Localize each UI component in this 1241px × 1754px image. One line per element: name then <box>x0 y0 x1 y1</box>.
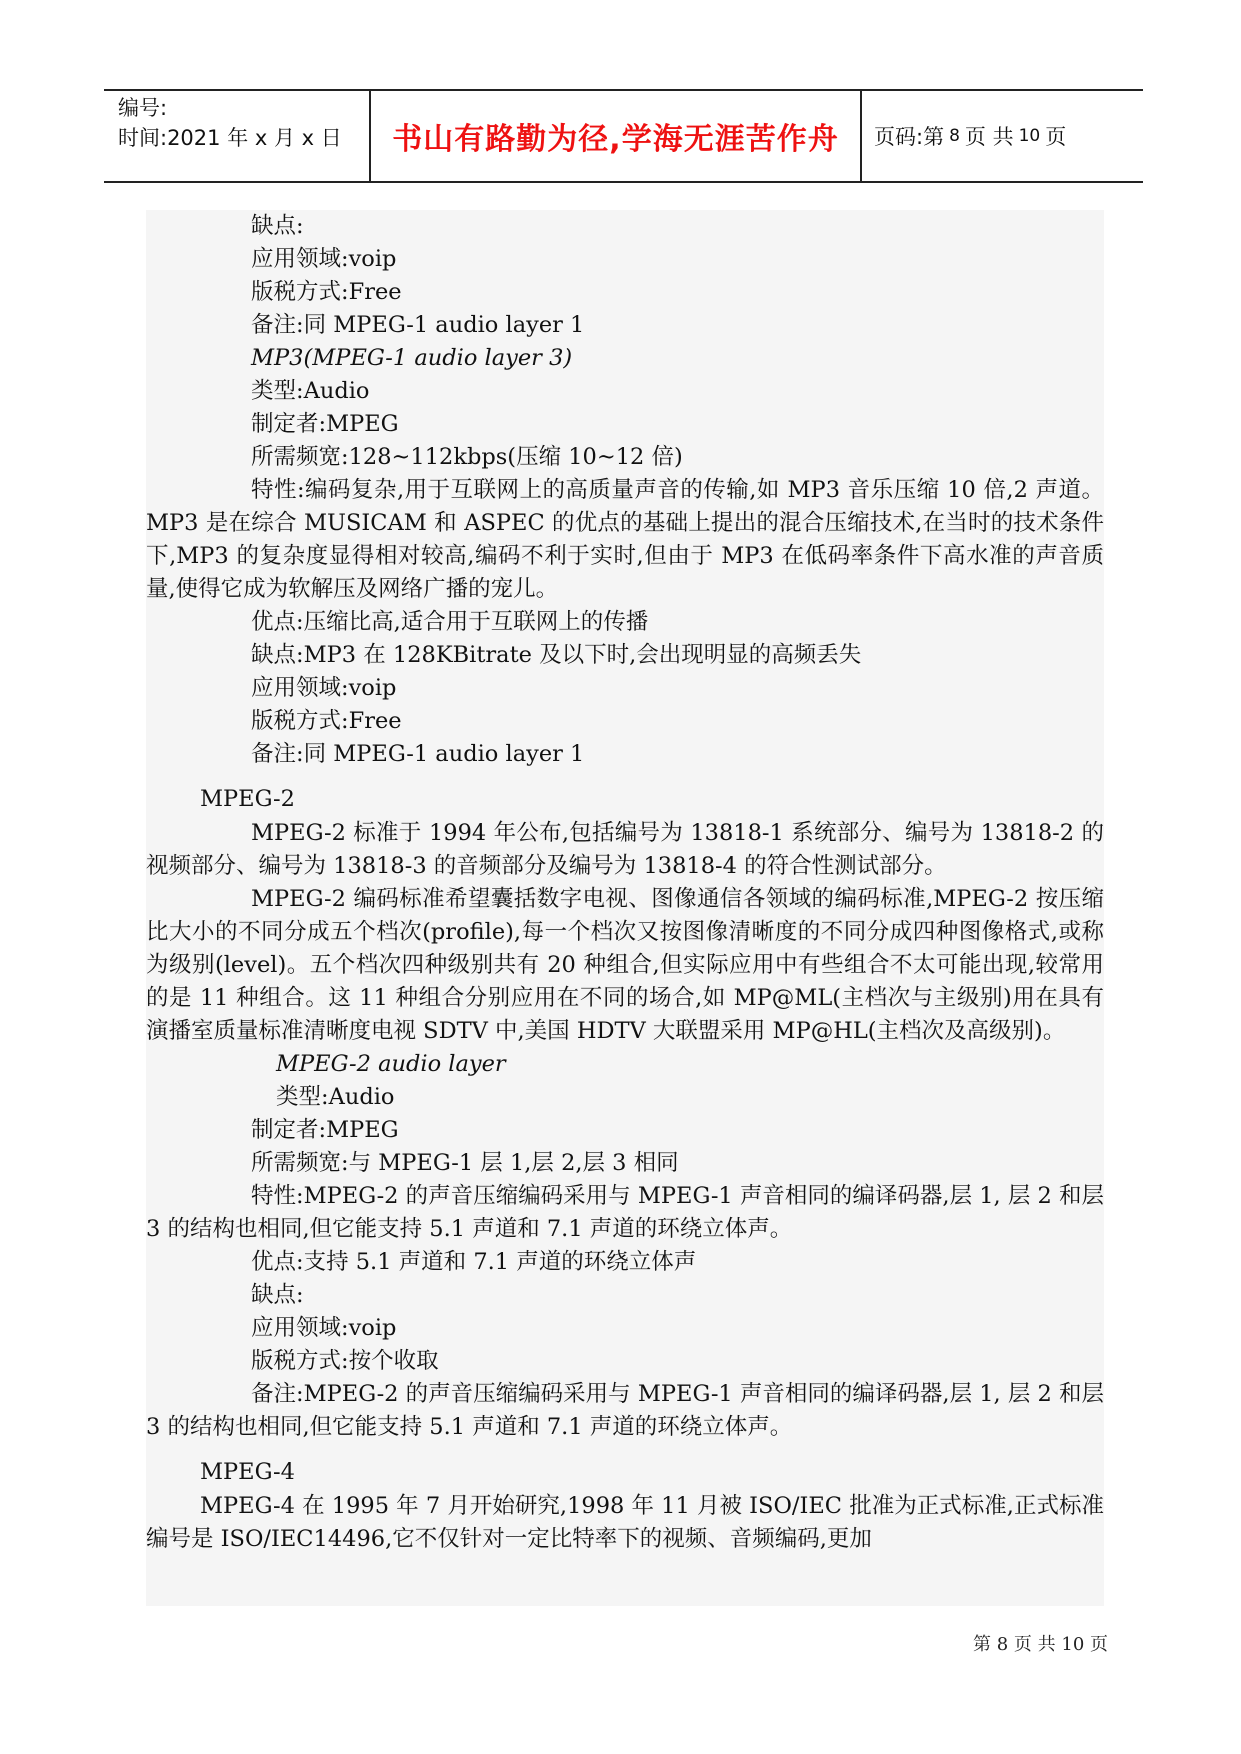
subsection-title: MP3(MPEG-1 audio layer 3) <box>251 345 573 371</box>
page-prefix: 页码:第 <box>874 125 945 149</box>
text-line: 备注:同 MPEG-1 audio layer 1 <box>251 741 585 767</box>
paragraph: 备注:MPEG-2 的声音压缩编码采用与 MPEG-1 声音相同的编译码器,层 1, 层 2 和层 3 的结构也相同,但它能支持 5.1 声道和 7.1 声道的环绕立体声。 <box>146 1381 1104 1440</box>
subsection-title: MPEG-2 audio layer <box>276 1051 506 1077</box>
paragraph: 特性:编码复杂,用于互联网上的高质量声音的传输,如 MP3 音乐压缩 10 倍,2 声道。MP3 是在综合 MUSICAM 和 ASPEC 的优点的基础上提出的混合压缩技术,在当时的技术条件下,MP3 的复杂度显得相对较高,编码不利于实时,但由于 MP3 在低码率条件下高水准的声音质量,使得它成为软解压及网络广播的宠儿。 <box>146 477 1104 602</box>
text-line: 制定者:MPEG <box>251 1117 399 1143</box>
paragraph: MPEG-2 编码标准希望囊括数字电视、图像通信各领域的编码标准,MPEG-2 按压缩比大小的不同分成五个档次(profile),每一个档次又按图像清晰度的不同分成四种图像格式,或称为级别(level)。五个档次四种级别共有 20 种组合,但实际应用中有些组合不太可能出现,较常用的是 11 种组合。这 11 种组合分别应用在不同的场合,如 MP@ML(主档次与主级别)用在具有演播室质量标准清晰度电视 SDTV 中,美国 HDTV 大联盟采用 MP@HL(主档次及高级别)。 <box>146 886 1104 1044</box>
text-line: 类型:Audio <box>251 378 370 404</box>
page-num: 8 <box>949 126 960 146</box>
text-line: 应用领域:voip <box>251 1315 397 1341</box>
text-line: 版税方式:Free <box>251 708 402 734</box>
page-total: 10 <box>1018 126 1041 146</box>
page-footer: 第 8 页 共 10 页 <box>973 1634 1108 1655</box>
paragraph: MPEG-4 在 1995 年 7 月开始研究,1998 年 11 月被 ISO/IEC 批准为正式标准,正式标准编号是 ISO/IEC14496,它不仅针对一定比特率下的视频、音频编码,更加 <box>146 1493 1104 1552</box>
text-line: 缺点: <box>251 1282 304 1308</box>
text-line: 缺点: <box>251 213 304 239</box>
section-heading: MPEG-4 <box>200 1459 295 1485</box>
page-header <box>104 89 1143 183</box>
text-line: 优点:支持 5.1 声道和 7.1 声道的环绕立体声 <box>251 1249 697 1275</box>
paragraph: MPEG-2 标准于 1994 年公布,包括编号为 13818-1 系统部分、编号为 13818-2 的视频部分、编号为 13818-3 的音频部分及编号为 13818-4 的符合性测试部分。 <box>146 820 1104 879</box>
text-line: 备注:同 MPEG-1 audio layer 1 <box>251 312 585 338</box>
header-meta <box>118 93 368 181</box>
text-line: 类型:Audio <box>276 1084 395 1110</box>
page-mid: 页 共 <box>964 125 1014 149</box>
text-line: 所需频宽:与 MPEG-1 层 1,层 2,层 3 相同 <box>251 1150 679 1176</box>
header-page-number <box>874 91 1066 181</box>
text-line: 所需频宽:128~112kbps(压缩 10~12 倍) <box>251 444 683 470</box>
text-line: 优点:压缩比高,适合用于互联网上的传播 <box>251 609 649 635</box>
header-divider <box>860 91 862 181</box>
document-body <box>146 210 1104 1606</box>
code-label: 编号: <box>118 96 168 120</box>
text-line: 应用领域:voip <box>251 675 397 701</box>
page-suffix: 页 <box>1045 125 1067 149</box>
text-line: 应用领域:voip <box>251 246 397 272</box>
text-line: 制定者:MPEG <box>251 411 399 437</box>
text-line: 版税方式:按个收取 <box>251 1348 439 1374</box>
text-line: 版税方式:Free <box>251 279 402 305</box>
header-motto: 书山有路勤为径,学海无涯苦作舟 <box>392 122 839 157</box>
section-heading: MPEG-2 <box>200 786 295 812</box>
text-line: 缺点:MP3 在 128KBitrate 及以下时,会出现明显的高频丢失 <box>251 642 862 668</box>
paragraph: 特性:MPEG-2 的声音压缩编码采用与 MPEG-1 声音相同的编译码器,层 1, 层 2 和层 3 的结构也相同,但它能支持 5.1 声道和 7.1 声道的环绕立体声。 <box>146 1183 1104 1242</box>
time-label: 时间:2021 年 x 月 x 日 <box>118 126 342 150</box>
